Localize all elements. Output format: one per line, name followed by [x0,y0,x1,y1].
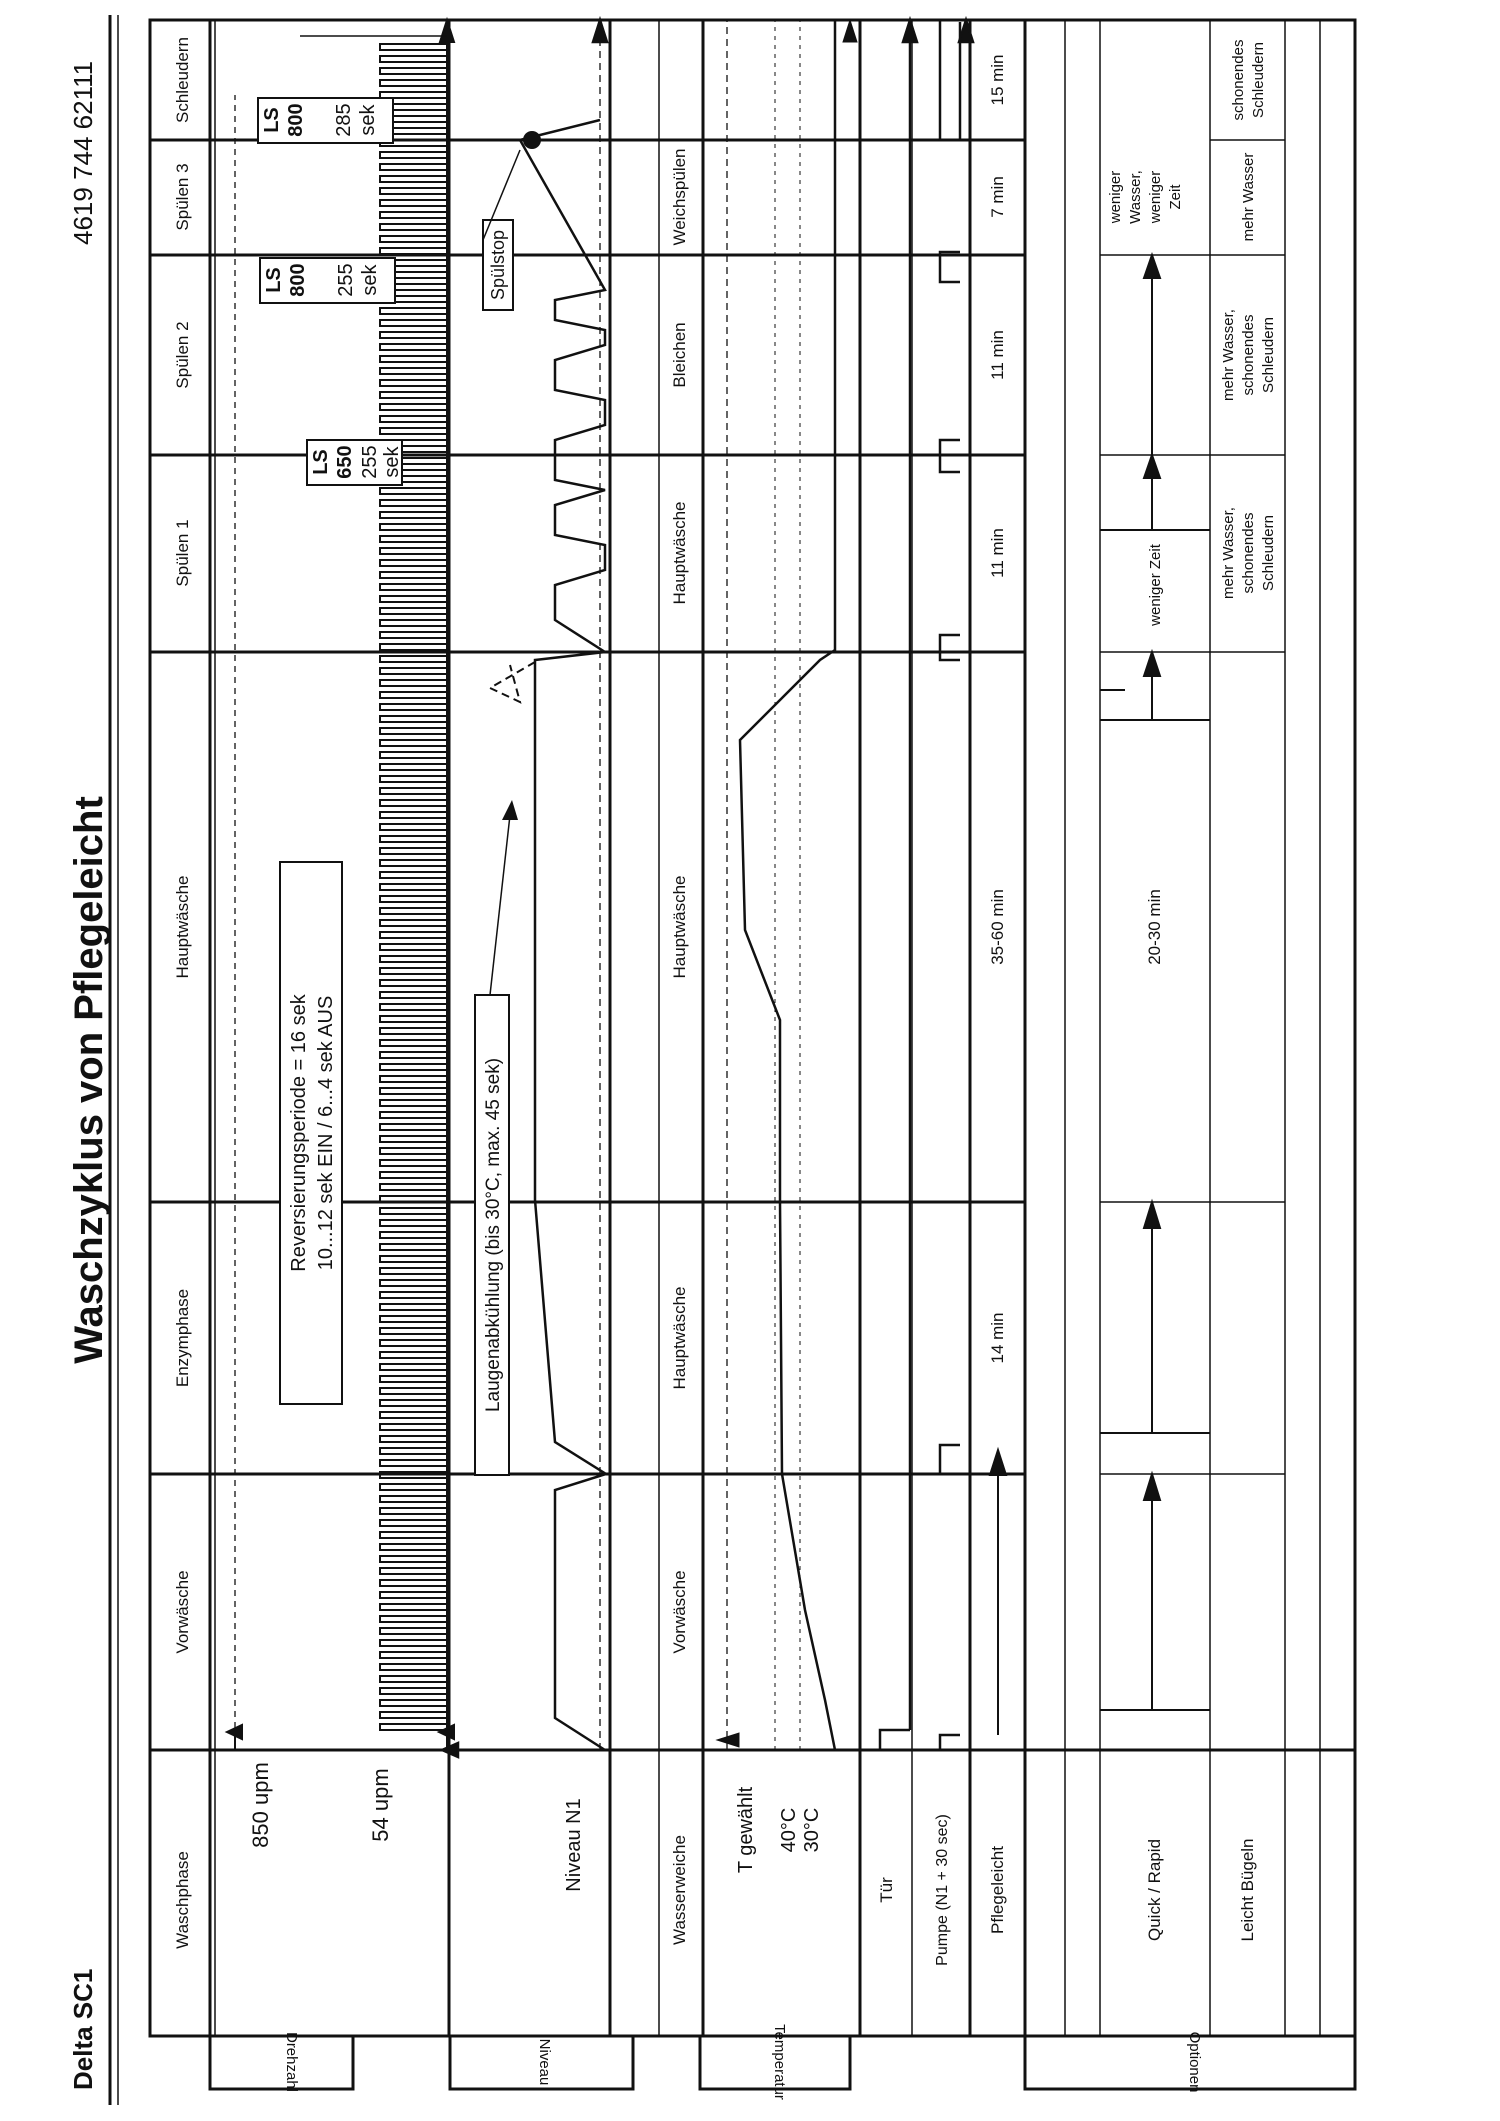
phase-header: Spülen 1 [173,519,192,587]
model-label: Delta SC1 [68,1968,98,2090]
spin-secs: 255 [359,445,381,479]
quick-sp3-line: weniger [1147,170,1164,224]
lb-sp1-line: mehr Wasser, [1220,507,1237,599]
spin-box [307,440,403,485]
row-label-wasserweiche: Wasserweiche [670,1835,689,1945]
quick-sp3-line: Wasser, [1127,170,1144,224]
row-label-rpm-high: 850 upm [248,1762,273,1848]
spin-ls: LS [261,107,283,133]
duration-cell: 11 min [988,330,1007,380]
duration-cell: 14 min [988,1312,1007,1364]
row-label-niveau-n1: Niveau N1 [563,1798,585,1892]
reversal-note [280,862,342,1404]
spin-unit: sek [381,446,403,478]
quick-hw-duration: 20-30 min [1145,889,1164,965]
duration-cell: 15 min [988,54,1007,106]
reversal-line-2: 10...12 sek EIN / 6...4 sek AUS [315,995,337,1271]
phase-header: Schleudern [173,36,192,124]
valve-cell: Bleichen [670,322,689,388]
spin-box [258,98,393,143]
phase-header: Vorwäsche [173,1570,192,1654]
spin-secs: 255 [335,263,357,297]
lb-sp1-line: Schleudern [1260,515,1277,591]
row-label-leicht-buegeln: Leicht Bügeln [1238,1838,1257,1942]
row-label-t-40: 40°C [778,1807,800,1853]
phase-header: Enzymphase [173,1288,192,1388]
valve-cell: Hauptwäsche [670,875,689,979]
row-label-tuer: Tür [877,1877,896,1903]
spin-rpm: 800 [287,263,309,297]
valve-cell: Hauptwäsche [670,1286,689,1390]
valve-cell: Vorwäsche [670,1570,689,1654]
valve-cell: Hauptwäsche [670,501,689,605]
row-label-waschphase: Waschphase [173,1851,192,1949]
spin-unit: sek [359,264,381,296]
reversal-line-1: Reversierungsperiode = 16 sek [288,994,310,1272]
lb-sp2-line: Schleudern [1260,317,1277,393]
row-label-rpm-low: 54 upm [368,1768,393,1842]
lb-sp1-line: schonendes [1240,512,1257,594]
row-label-t-30: 30°C [801,1807,823,1853]
duration-cell: 7 min [988,176,1007,218]
group-label-niveau: Niveau [536,2038,553,2086]
spin-rpm: 650 [334,445,356,479]
group-label-temperatur: Temperatur [771,2024,788,2100]
spin-box [260,258,395,303]
lb-sp2-line: schonendes [1240,314,1257,396]
row-label-pflegeleicht: Pflegeleicht [988,1846,1007,1934]
phase-header: Spülen 2 [173,321,192,389]
valve-cell: Weichspülen [670,148,689,246]
quick-sp3-line: Zeit [1167,184,1184,210]
document-number: 4619 744 62111 [68,60,98,245]
spin-unit: sek [357,104,379,136]
phase-header: Hauptwäsche [173,875,192,979]
row-label-pumpe: Pumpe (N1 + 30 sec) [934,1814,951,1966]
spin-secs: 285 [333,103,355,137]
lb-sp3-text: mehr Wasser [1240,152,1257,242]
row-label-quick-rapid: Quick / Rapid [1145,1838,1164,1942]
duration-cell: 35-60 min [988,889,1007,965]
lb-sch-line: schonendes [1230,39,1247,121]
lb-sp2-line: mehr Wasser, [1220,309,1237,401]
quick-sp1-text: weniger Zeit [1147,544,1164,626]
quick-sp3-line: weniger [1107,170,1124,224]
spuelstop-text: Spülstop [488,229,508,301]
cooling-text: Laugenabkühlung (bis 30°C, max. 45 sek) [483,1057,504,1413]
lb-sch-line: Schleudern [1250,42,1267,118]
phase-header: Spülen 3 [173,163,192,231]
group-label-optionen: Optionen [1186,2031,1203,2093]
spin-ls: LS [310,449,332,475]
spin-ls: LS [263,267,285,293]
duration-cell: 11 min [988,528,1007,578]
row-label-t-gewaehlt: T gewählt [735,1786,757,1874]
group-label-drehzahl: Drehzahl [283,2031,300,2093]
page-title: Waschzyklus von Pflegeleicht [67,796,111,1364]
spin-rpm: 800 [285,103,307,137]
